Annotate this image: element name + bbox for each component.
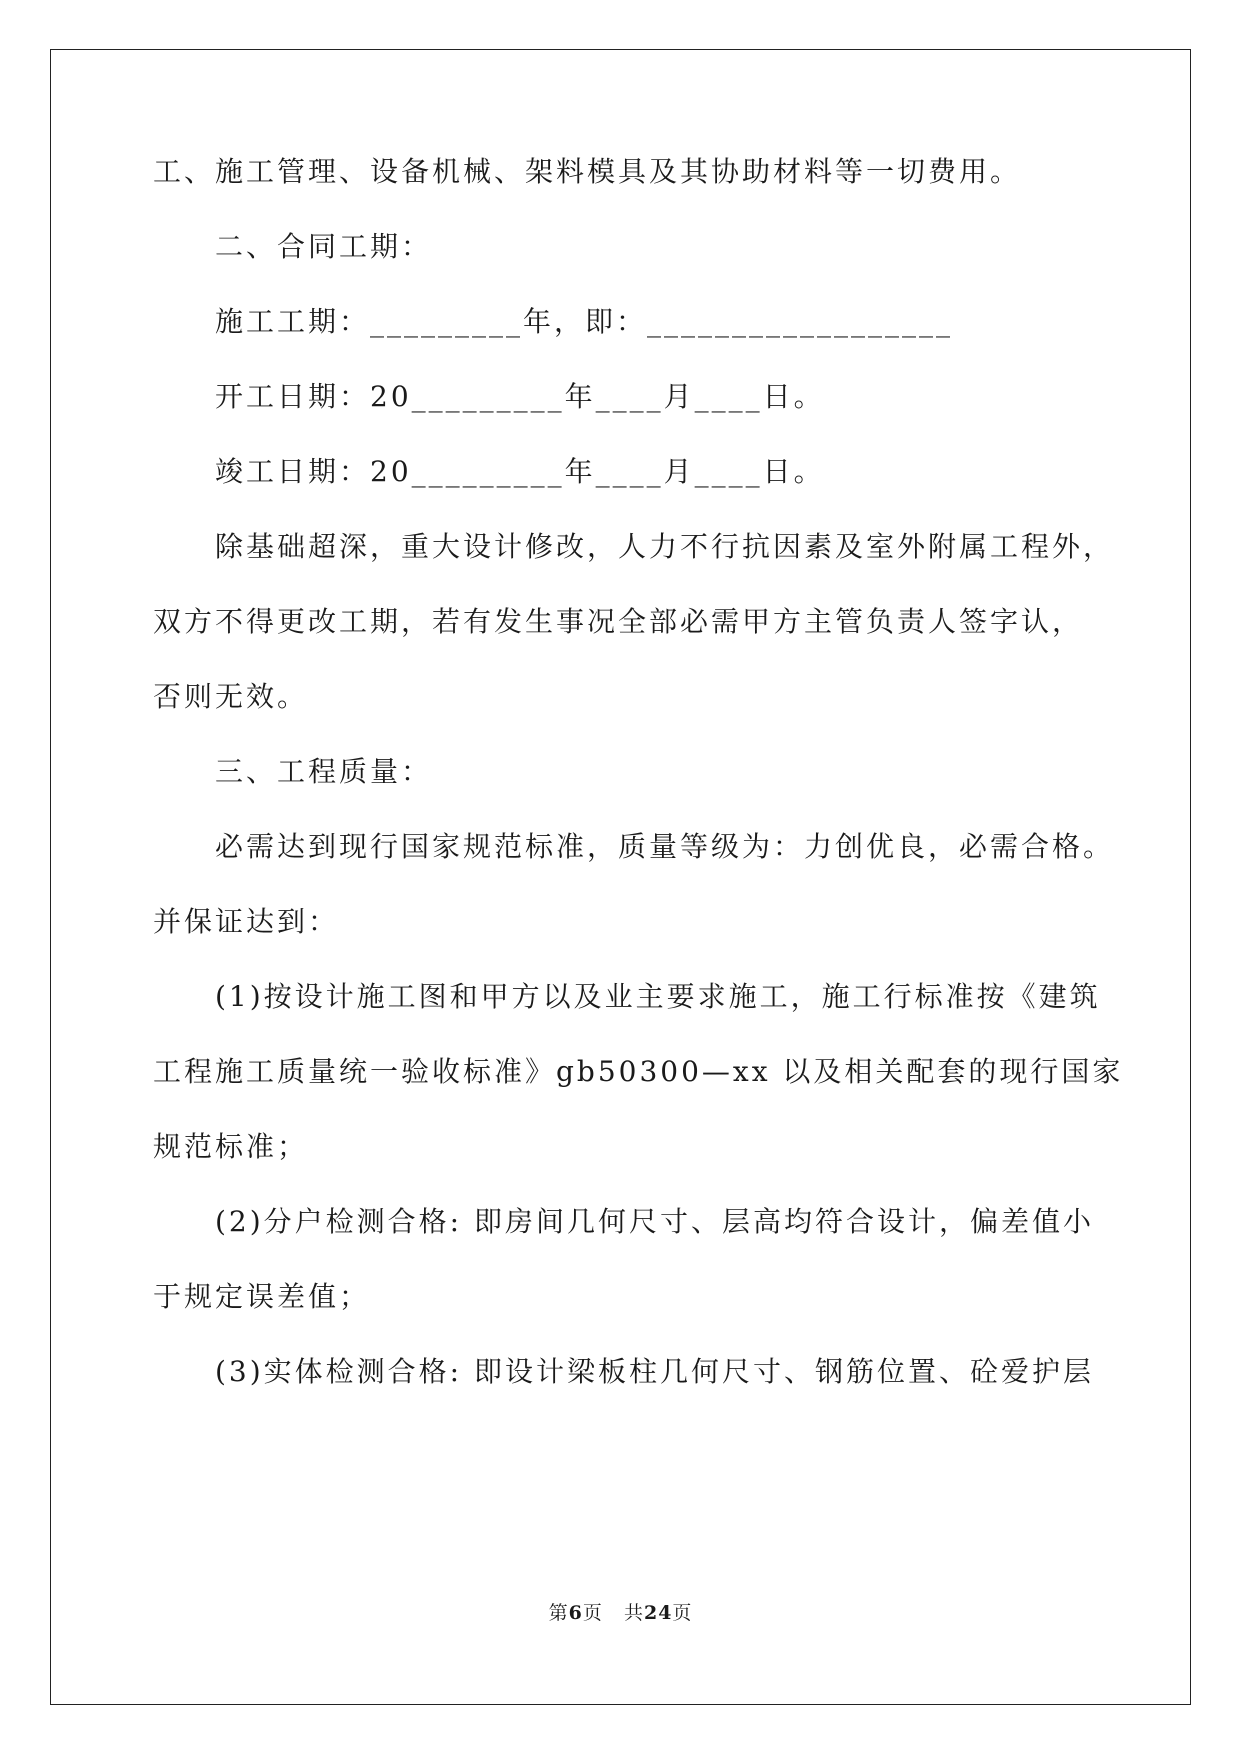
- text-line-8: 否则无效。: [153, 680, 309, 713]
- page-footer: [0, 1598, 1241, 1625]
- total-pages-number: 24: [643, 1602, 673, 1624]
- section-heading-contract-period: 二、合同工期：: [215, 230, 433, 263]
- footer-total-suffix: 页: [672, 1602, 693, 1624]
- text-line-1: 工、施工管理、设备机械、架料模具及其协助材料等一切费用。: [153, 155, 1022, 188]
- footer-page-word: 页: [582, 1602, 603, 1624]
- text-line-16: 于规定误差值；: [153, 1280, 371, 1313]
- text-line-7: 双方不得更改工期，若有发生事况全部必需甲方主管负责人签字认，: [153, 605, 1084, 638]
- text-line-10: 必需达到现行国家规范标准，质量等级为：力创优良，必需合格。: [215, 830, 1115, 863]
- footer-total-prefix: 共: [623, 1602, 644, 1624]
- text-line-13: 工程施工质量统一验收标准》gb50300—xx 以及相关配套的现行国家: [153, 1055, 1124, 1088]
- text-line-construction-period: 施工工期：_________年，即：__________________: [215, 305, 954, 338]
- text-line-14: 规范标准；: [153, 1130, 309, 1163]
- text-line-start-date: 开工日期：20_________年____月____日。: [215, 380, 825, 413]
- footer-prefix: 第: [548, 1602, 569, 1624]
- current-page-number: 6: [568, 1602, 583, 1624]
- section-heading-quality: 三、工程质量：: [215, 755, 433, 788]
- text-line-item-1: (1)按设计施工图和甲方以及业主要求施工，施工行标准按《建筑: [215, 980, 1101, 1013]
- text-line-6: 除基础超深，重大设计修改，人力不行抗因素及室外附属工程外，: [215, 530, 1115, 563]
- text-line-completion-date: 竣工日期：20_________年____月____日。: [215, 455, 825, 488]
- text-line-item-2: (2)分户检测合格: 即房间几何尺寸、层高均符合设计，偏差值小: [215, 1205, 1094, 1238]
- text-line-11: 并保证达到：: [153, 905, 340, 938]
- text-line-item-3: (3)实体检测合格: 即设计梁板柱几何尺寸、钢筋位置、砼爱护层: [215, 1355, 1094, 1388]
- page-border: [50, 49, 1191, 1705]
